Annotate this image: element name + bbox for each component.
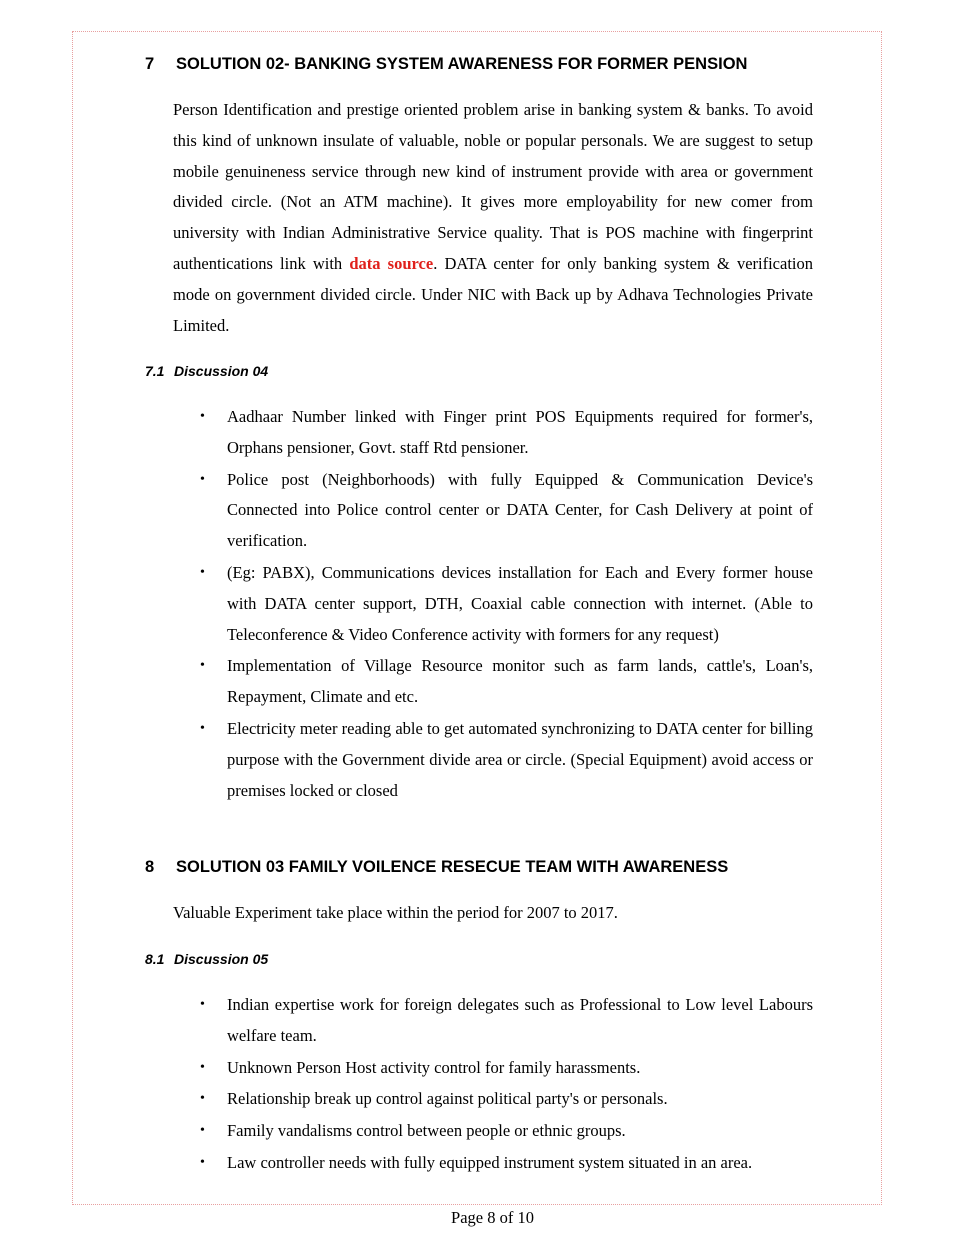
bullet-icon: • <box>200 658 205 674</box>
subsection-8-1-number: 8.1 <box>145 951 165 967</box>
section-7-text-a: Person Identification and prestige oriented problem arise in banking system & banks. To avoid this kind of unknown insulate of valuable, noble or popular personals. We are suggest to setup mobile genuineness service through new kind of instrument provide with area or government divided circle. (Not an ATM machine). It gives more employability for new comer from university with Indian Administrative Service quality. That is POS machine with fingerprint authentications link with <box>173 100 813 273</box>
subsection-7-1-heading <box>145 363 268 379</box>
subsection-7-1-title: Discussion 04 <box>174 363 269 379</box>
bullet-icon: • <box>200 1123 205 1139</box>
list-item-text: Aadhaar Number linked with Finger print POS Equipments required for former's, Orphans pensioner, Govt. staff Rtd pensioner. <box>227 407 813 457</box>
list-item <box>200 1053 813 1084</box>
bullet-icon: • <box>200 720 205 736</box>
bullet-icon: • <box>200 1059 205 1075</box>
data-source-link[interactable]: data source <box>349 253 434 273</box>
bullet-icon: • <box>200 564 205 580</box>
bullet-icon: • <box>200 997 205 1012</box>
list-item <box>200 651 813 713</box>
discussion-04-list <box>200 402 813 807</box>
list-item-text: Relationship break up control against political party's or personals. <box>227 1089 668 1109</box>
bullet-icon: • <box>200 409 205 424</box>
list-item-text: Family vandalisms control between people or ethnic groups. <box>227 1121 626 1141</box>
bullet-icon: • <box>200 471 205 487</box>
list-item-text: Implementation of Village Resource monitor such as farm lands, cattle's, Loan's, Repayment, Climate and etc. <box>227 656 813 707</box>
section-7-heading <box>145 55 747 74</box>
list-item-text: (Eg: PABX), Communications devices installation for Each and Every former house with DATA center support, DTH, Coaxial cable connection with internet. (Able to Teleconference & Video Conference activity with formers for any request) <box>227 562 813 644</box>
list-item-text: Unknown Person Host activity control for family harassments. <box>227 1057 641 1077</box>
list-item <box>200 402 813 464</box>
list-item <box>200 990 813 1052</box>
bullet-icon: • <box>200 1154 205 1170</box>
subsection-8-1-title: Discussion 05 <box>174 951 269 967</box>
section-8-heading <box>145 858 728 877</box>
subsection-8-1-heading <box>145 951 268 967</box>
subsection-7-1-number: 7.1 <box>145 363 165 379</box>
list-item-text: Indian expertise work for foreign delegates such as Professional to Low level Labours welfare team. <box>227 995 813 1045</box>
list-item-text: Electricity meter reading able to get automated synchronizing to DATA center for billing purpose with the Government divide area or circle. (Special Equipment) avoid access or premises locked or closed <box>227 718 813 800</box>
section-7-text-b: . DATA center for only banking system & verification mode on government divided circle. Under NIC with Back up by Adhava Technologies Private Limited. <box>173 253 814 335</box>
list-item-text: Law controller needs with fully equipped instrument system situated in an area. <box>227 1152 753 1172</box>
list-item-text: Police post (Neighborhoods) with fully Equipped & Communication Device's Connected into Police control center or DATA Center, for Cash Delivery at point of verification. <box>227 469 813 551</box>
list-item <box>200 714 813 806</box>
list-item <box>200 558 813 650</box>
discussion-05-list <box>200 990 813 1180</box>
list-item <box>200 1116 813 1147</box>
list-item <box>200 465 813 557</box>
section-7-paragraph <box>173 95 813 341</box>
section-8-title: SOLUTION 03 FAMILY VOILENCE RESECUE TEAM WITH AWARENESS <box>176 858 729 876</box>
section-8-paragraph: Valuable Experiment take place within the period for 2007 to 2017. <box>173 903 618 922</box>
list-item <box>200 1084 813 1115</box>
bullet-icon: • <box>200 1091 205 1107</box>
page-number: Page 8 of 10 <box>451 1208 534 1227</box>
list-item <box>200 1148 813 1179</box>
section-7-title: SOLUTION 02- BANKING SYSTEM AWARENESS FOR FORMER PENSION <box>176 55 748 73</box>
section-7-number: 7 <box>145 55 155 73</box>
section-8-number: 8 <box>145 858 155 876</box>
